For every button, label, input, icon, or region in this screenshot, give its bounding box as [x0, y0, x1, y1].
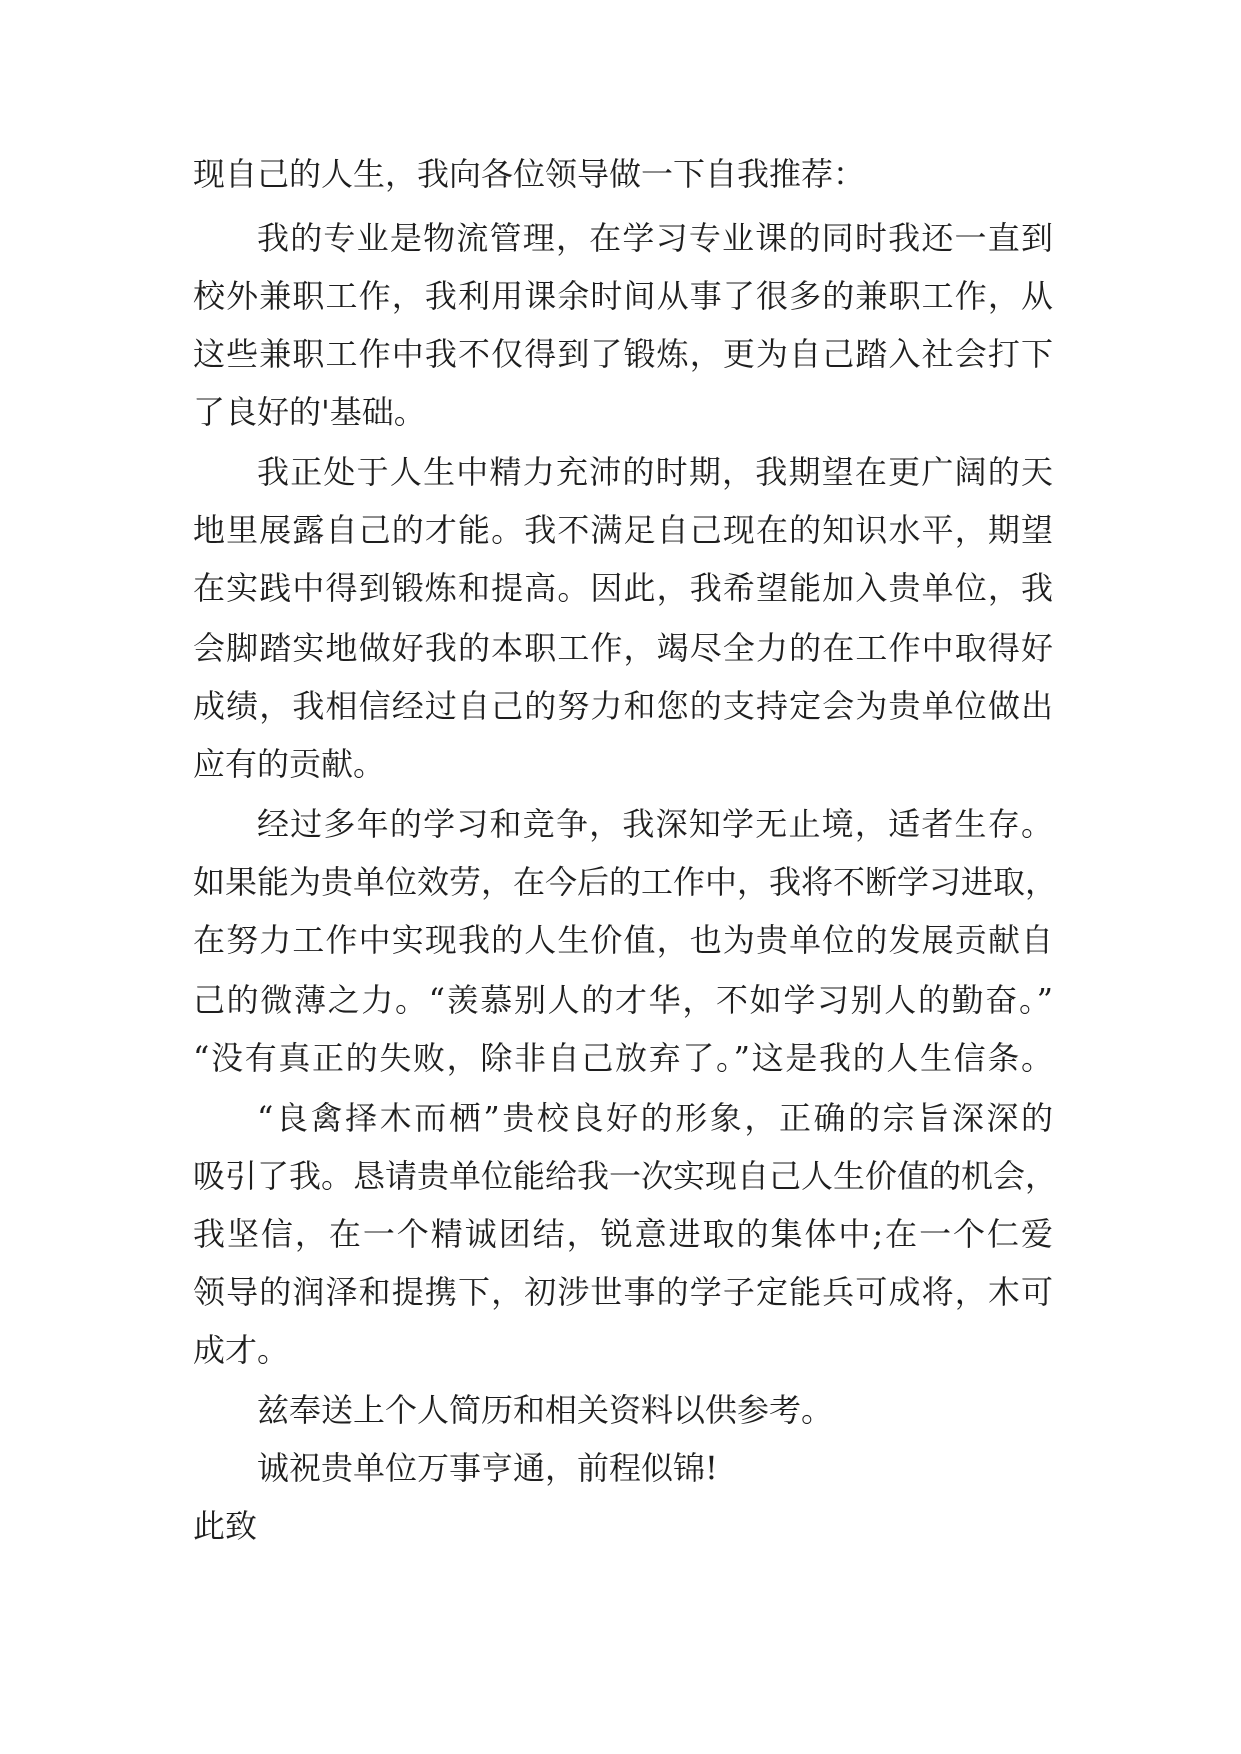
text-line: 在实践中得到锻炼和提高。因此，我希望能加入贵单位，我 — [193, 569, 1053, 607]
text-line: 诚祝贵单位万事亨通，前程似锦! — [257, 1449, 718, 1487]
text-line: 成绩，我相信经过自己的努力和您的支持定会为贵单位做出 — [193, 687, 1053, 725]
text-line: 地里展露自己的才能。我不满足自己现在的知识水平，期望 — [193, 511, 1053, 549]
text-line: 这些兼职工作中我不仅得到了锻炼，更为自己踏入社会打下 — [193, 335, 1053, 373]
text-line: “没有真正的失败，除非自己放弃了。”这是我的人生信条。 — [193, 1039, 1053, 1077]
text-line: 会脚踏实地做好我的本职工作，竭尽全力的在工作中取得好 — [193, 629, 1053, 667]
text-line: 我的专业是物流管理，在学习专业课的同时我还一直到 — [257, 219, 1053, 257]
text-line: “良禽择木而栖”贵校良好的形象，正确的宗旨深深的 — [257, 1099, 1053, 1137]
closing-line: 此致 — [193, 1507, 258, 1545]
text-line: 在努力工作中实现我的人生价值，也为贵单位的发展贡献自 — [193, 921, 1053, 959]
text-line: 成才。 — [193, 1331, 290, 1369]
text-line: 如果能为贵单位效劳，在今后的工作中，我将不断学习进取， — [193, 863, 1058, 901]
text-line: 应有的贡献。 — [193, 745, 386, 783]
text-line: 领导的润泽和提携下，初涉世事的学子定能兵可成将，木可 — [193, 1273, 1053, 1311]
text-line: 我坚信，在一个精诚团结，锐意进取的集体中;在一个仁爱 — [193, 1215, 1053, 1253]
text-line: 吸引了我。恳请贵单位能给我一次实现自己人生价值的机会， — [193, 1157, 1058, 1195]
text-line: 了良好的'基础。 — [193, 393, 426, 431]
text-line: 己的微薄之力。“羡慕别人的才华，不如学习别人的勤奋。” — [193, 981, 1053, 1019]
text-line: 经过多年的学习和竞争，我深知学无止境，适者生存。 — [257, 805, 1053, 843]
text-line: 兹奉送上个人简历和相关资料以供参考。 — [257, 1391, 834, 1429]
text-line: 校外兼职工作，我利用课余时间从事了很多的兼职工作，从 — [193, 277, 1053, 315]
text-line: 我正处于人生中精力充沛的时期，我期望在更广阔的天 — [257, 453, 1053, 491]
text-line: 现自己的人生，我向各位领导做一下自我推荐： — [193, 155, 866, 193]
